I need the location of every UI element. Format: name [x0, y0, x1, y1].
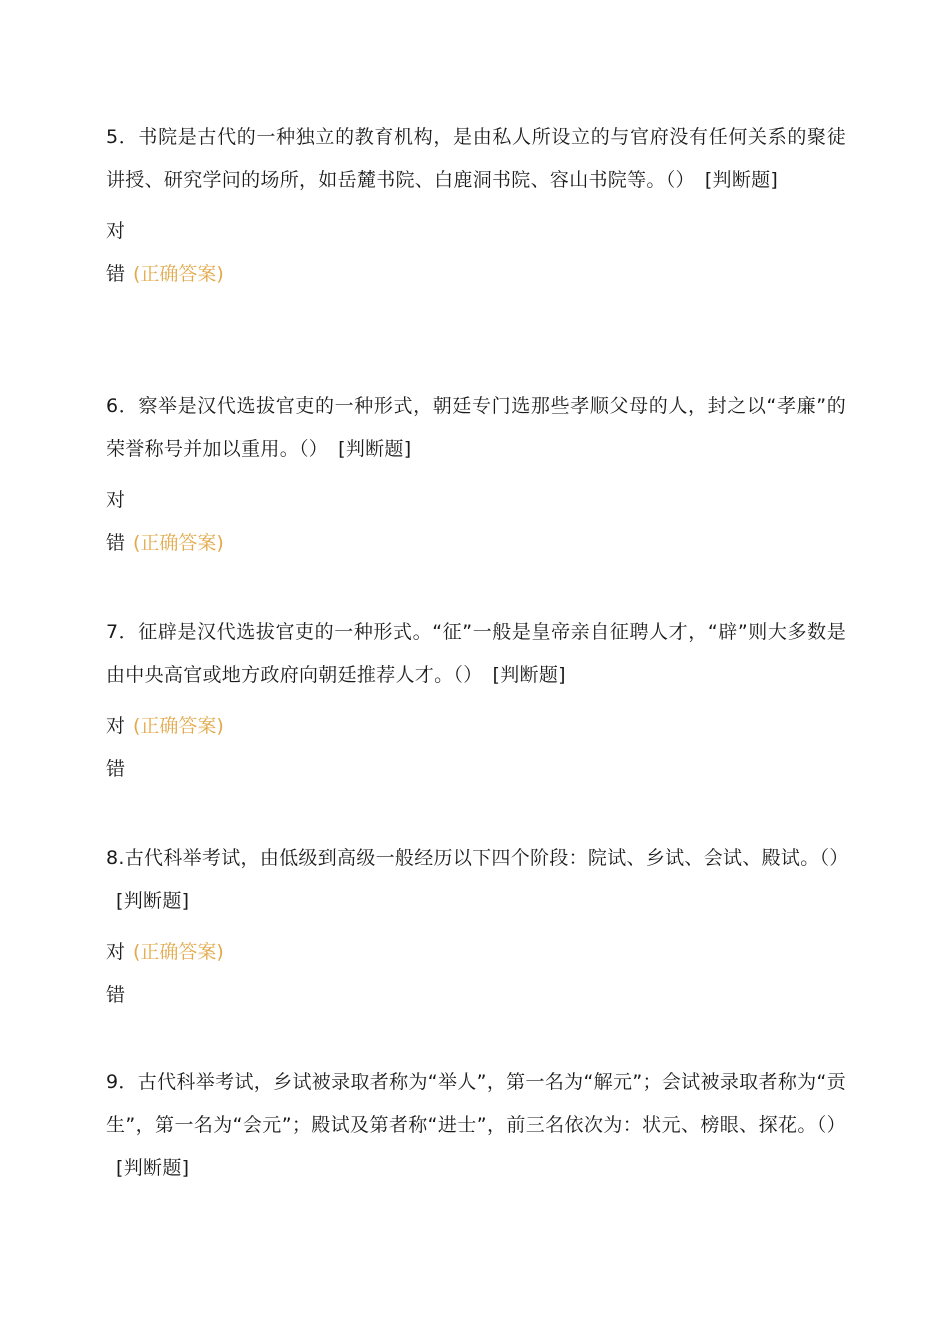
correct-answer-tag: (正确答案)	[133, 263, 224, 285]
question-5	[106, 116, 846, 296]
option-label: 错	[106, 532, 126, 554]
option-false[interactable]	[106, 522, 846, 565]
correct-answer-tag: (正确答案)	[133, 715, 224, 737]
option-true[interactable]	[106, 210, 846, 253]
question-type-label: [判断题]	[338, 438, 412, 460]
question-text	[106, 385, 846, 471]
question-type-label: [判断题]	[704, 169, 779, 191]
question-7	[106, 611, 846, 791]
option-true[interactable]	[106, 479, 846, 522]
question-text	[106, 611, 846, 697]
option-false[interactable]	[106, 974, 846, 1017]
question-text	[106, 837, 849, 923]
question-body: 6．察举是汉代选拔官吏的一种形式，朝廷专门选那些孝顺父母的人，封之以“孝廉”的荣誉称号并加以重用。（）	[106, 395, 846, 460]
question-type-label: [判断题]	[492, 664, 566, 686]
question-body: 5．书院是古代的一种独立的教育机构，是由私人所设立的与官府没有任何关系的聚徒讲授、研究学问的场所，如岳麓书院、白鹿洞书院、容山书院等。（）	[106, 126, 846, 191]
question-text	[106, 116, 846, 202]
option-label: 错	[106, 263, 126, 285]
question-body: 7．征辟是汉代选拔官吏的一种形式。“征”一般是皇帝亲自征聘人才，“辟”则大多数是由中央高官或地方政府向朝廷推荐人才。（）	[106, 621, 846, 686]
option-label: 对	[106, 715, 126, 737]
question-body: 9．古代科举考试，乡试被录取者称为“举人”，第一名为“解元”；会试被录取者称为“贡生”，第一名为“会元”；殿试及第者称“进士”，前三名依次为：状元、榜眼、探花。（）	[106, 1071, 846, 1136]
correct-answer-tag: (正确答案)	[133, 532, 224, 554]
question-text	[106, 1061, 846, 1190]
option-true[interactable]	[106, 931, 846, 974]
question-8	[106, 837, 849, 1017]
question-9	[106, 1061, 846, 1190]
option-false[interactable]	[106, 748, 846, 791]
option-label: 对	[106, 220, 126, 242]
option-true[interactable]	[106, 705, 846, 748]
question-body: 8.古代科举考试，由低级到高级一般经历以下四个阶段：院试、乡试、会试、殿试。（）	[106, 847, 849, 869]
question-type-label: [判断题]	[116, 1157, 190, 1179]
option-label: 错	[106, 984, 126, 1006]
option-false[interactable]	[106, 253, 846, 296]
option-label: 对	[106, 489, 126, 511]
question-type-label: [判断题]	[116, 890, 190, 912]
question-6	[106, 385, 846, 565]
option-label: 错	[106, 758, 126, 780]
correct-answer-tag: (正确答案)	[133, 941, 224, 963]
option-label: 对	[106, 941, 126, 963]
